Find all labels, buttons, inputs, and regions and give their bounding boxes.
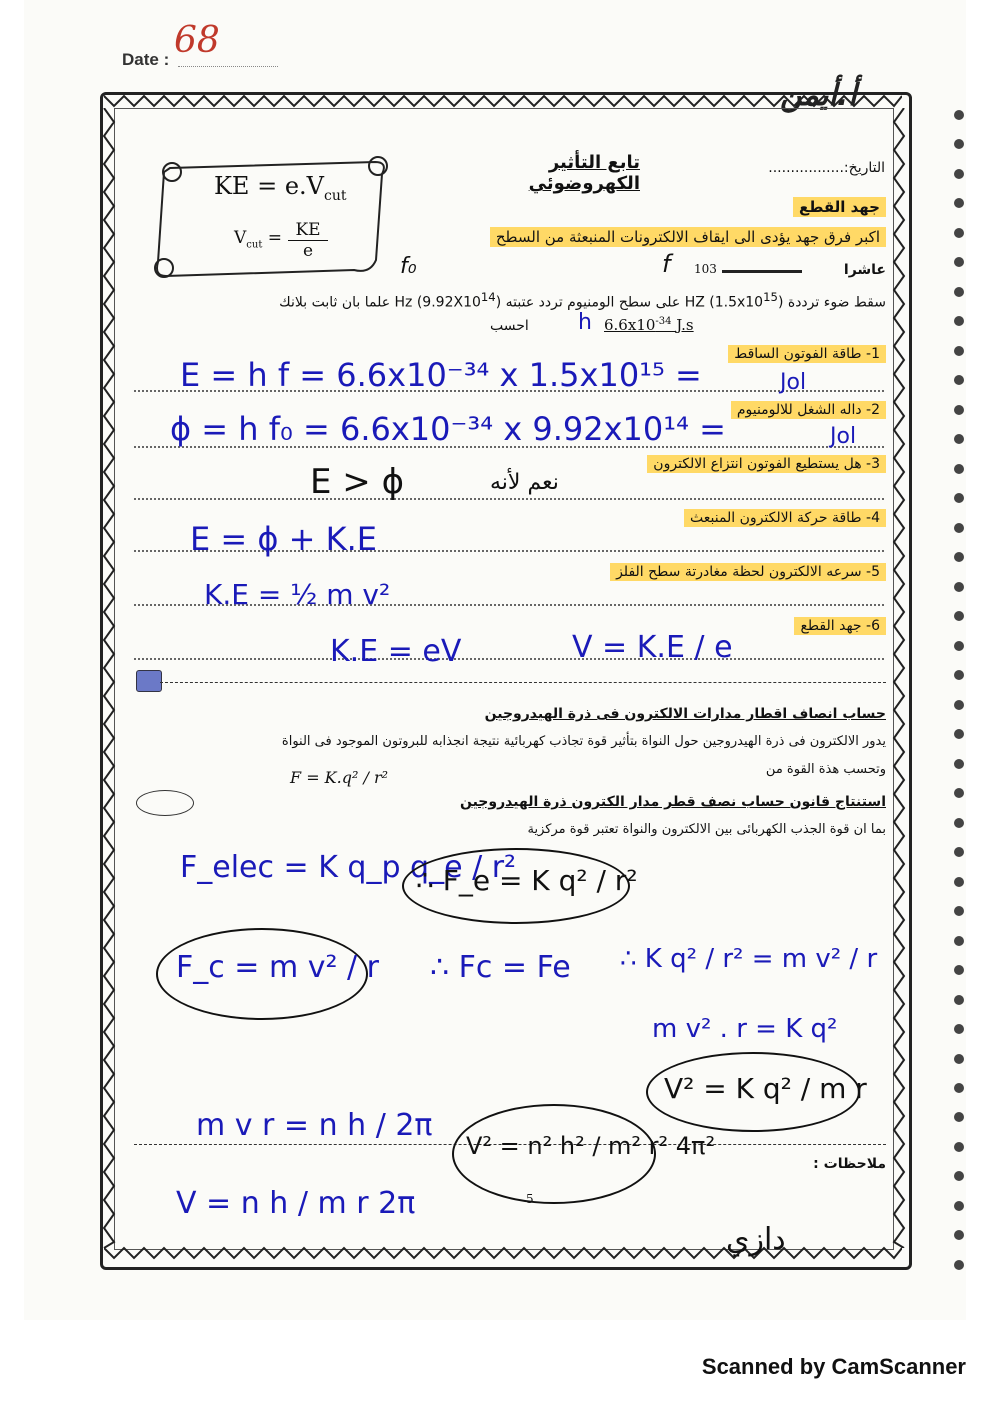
hand-v: V = n h / m r 2π xyxy=(176,1186,416,1221)
formula-scroll xyxy=(150,150,390,280)
page-number: 68 xyxy=(174,20,220,61)
answer-6: K.E = eV xyxy=(330,634,462,669)
answer-2-unit: Jol xyxy=(830,424,857,449)
answer-5: K.E = ½ m v² xyxy=(204,578,391,611)
tenth-label: عاشرا xyxy=(843,262,886,278)
answer-1: E = h f = 6.6x10⁻³⁴ x 1.5x10¹⁵ = xyxy=(180,356,702,394)
zigzag-border-top xyxy=(104,94,902,108)
formula-ke: KE = $e.V_{cut}$ xyxy=(214,172,347,204)
hand-h-label: h xyxy=(578,310,592,335)
notes-label: ملاحظات : xyxy=(813,1156,886,1172)
hand-f-e: ∴ F_e = K q² / r² xyxy=(416,864,638,897)
question-4-label: 4- طاقة حركة الالكترون المنبعث xyxy=(600,510,886,526)
spiral-binding xyxy=(946,110,968,1270)
answer-3: E > ϕ xyxy=(310,462,405,502)
answer-1-unit: Jol xyxy=(780,370,807,395)
date-label: Date : xyxy=(122,50,170,69)
radius-paragraph-3: بما ان قوة الجذب الكهربائى بين الالكترون والنواة تعتبر قوة مركزية xyxy=(527,822,886,837)
answer-line-6 xyxy=(134,658,884,660)
signature: دازي xyxy=(726,1222,786,1257)
question-1-label: 1- طاقة الفوتون الساقط xyxy=(600,346,886,362)
hand-v2b: V² = n² h² / m² r² 4π² xyxy=(466,1132,716,1160)
tenth-rule xyxy=(722,270,802,273)
date-line xyxy=(178,66,278,67)
answer-2: ϕ = h f₀ = 6.6x10⁻³⁴ x 9.92x10¹⁴ = xyxy=(170,410,726,448)
calc-label: احسب xyxy=(490,318,529,334)
exercise-number: 103 xyxy=(694,262,717,276)
question-5-label: 5- سرعه الالكترون لحظة مغادرتة سطح الفلز xyxy=(560,564,886,580)
scan-credit: Scanned by CamScanner xyxy=(701,1354,966,1379)
hand-ratio: ∴ K q² / r² = m v² / r xyxy=(620,944,878,974)
radius-subheading: استنتاج قانون حساب نصف قطر مدار الكترون ذرة الهيدروجين xyxy=(459,794,886,810)
hand-f0-label: f₀ xyxy=(400,254,417,279)
exercise-question: سقط ضوء ترددة HZ $(1.5x10^{15})$ على سطح الومنيوم تردد عتبته Hz $(9.92X10^{14})$ علما بان ثابت بلانك xyxy=(279,290,886,311)
answer-4: E = ϕ + K.E xyxy=(190,520,378,558)
footer-page-number: 5 xyxy=(526,1192,534,1206)
formula-vcut: $V_{cut}$ = xyxy=(234,228,282,251)
question-6-label: 6- جهد القطع xyxy=(700,618,886,634)
question-2-label: 2- داله الشغل للالومنيوم xyxy=(600,402,886,418)
answer-6b: V = K.E / e xyxy=(572,630,733,665)
formula-vcut-fraction: KE e xyxy=(288,220,328,261)
radius-heading: حساب انصاف اقطار مدارات الالكترون فى ذرة الهيدروجين xyxy=(484,706,886,722)
hand-mvr: m v r = n h / 2π xyxy=(196,1108,433,1143)
orbit-sketch xyxy=(136,790,194,816)
hand-f-elec: F_elec = K q_p q_e / r² xyxy=(180,850,517,885)
page-title: تابع التأثير الكهروضوئي xyxy=(528,152,640,194)
hand-f-label: f xyxy=(662,250,671,278)
answer-line-3 xyxy=(134,498,884,500)
coulomb-formula: F = K.q² / r² xyxy=(290,768,388,787)
zigzag-border-left xyxy=(102,108,116,1248)
radius-paragraph-1: يدور الالكترون فى ذرة الهيدروجين حول النواة بتأثير قوة تجاذب كهربائية نتيجة انجذابه للبروتون الموجود فى النواة xyxy=(281,734,886,749)
answer-3-text: نعم لأنه xyxy=(490,470,559,495)
question-3-label: 3- هل يستطيع الفوتون انتزاع الالكترون xyxy=(560,456,886,472)
cutoff-definition: اكبر فرق جهد يؤدى الى ايقاف الالكترونات المنبعثة من السطح xyxy=(440,228,886,246)
hand-f-c: F_c = m v² / r xyxy=(176,950,380,985)
radius-paragraph-2: وتحسب هذة القوة من xyxy=(765,762,886,777)
note-icon xyxy=(136,670,162,692)
date-field: التاريخ:................. xyxy=(768,160,885,176)
brand-logo: أ.أيمن xyxy=(780,78,857,113)
hand-v2: V² = K q² / m r xyxy=(664,1072,867,1105)
planck-constant: $6.6x10^{-34}$ J.s xyxy=(604,316,694,334)
hand-mv2r: m v² . r = K q² xyxy=(652,1014,838,1044)
cutoff-heading: جهد القطع xyxy=(790,198,886,216)
section-divider xyxy=(160,682,886,683)
zigzag-border-right xyxy=(892,108,906,1248)
hand-fc-eq-fe: ∴ Fc = Fe xyxy=(430,950,571,985)
